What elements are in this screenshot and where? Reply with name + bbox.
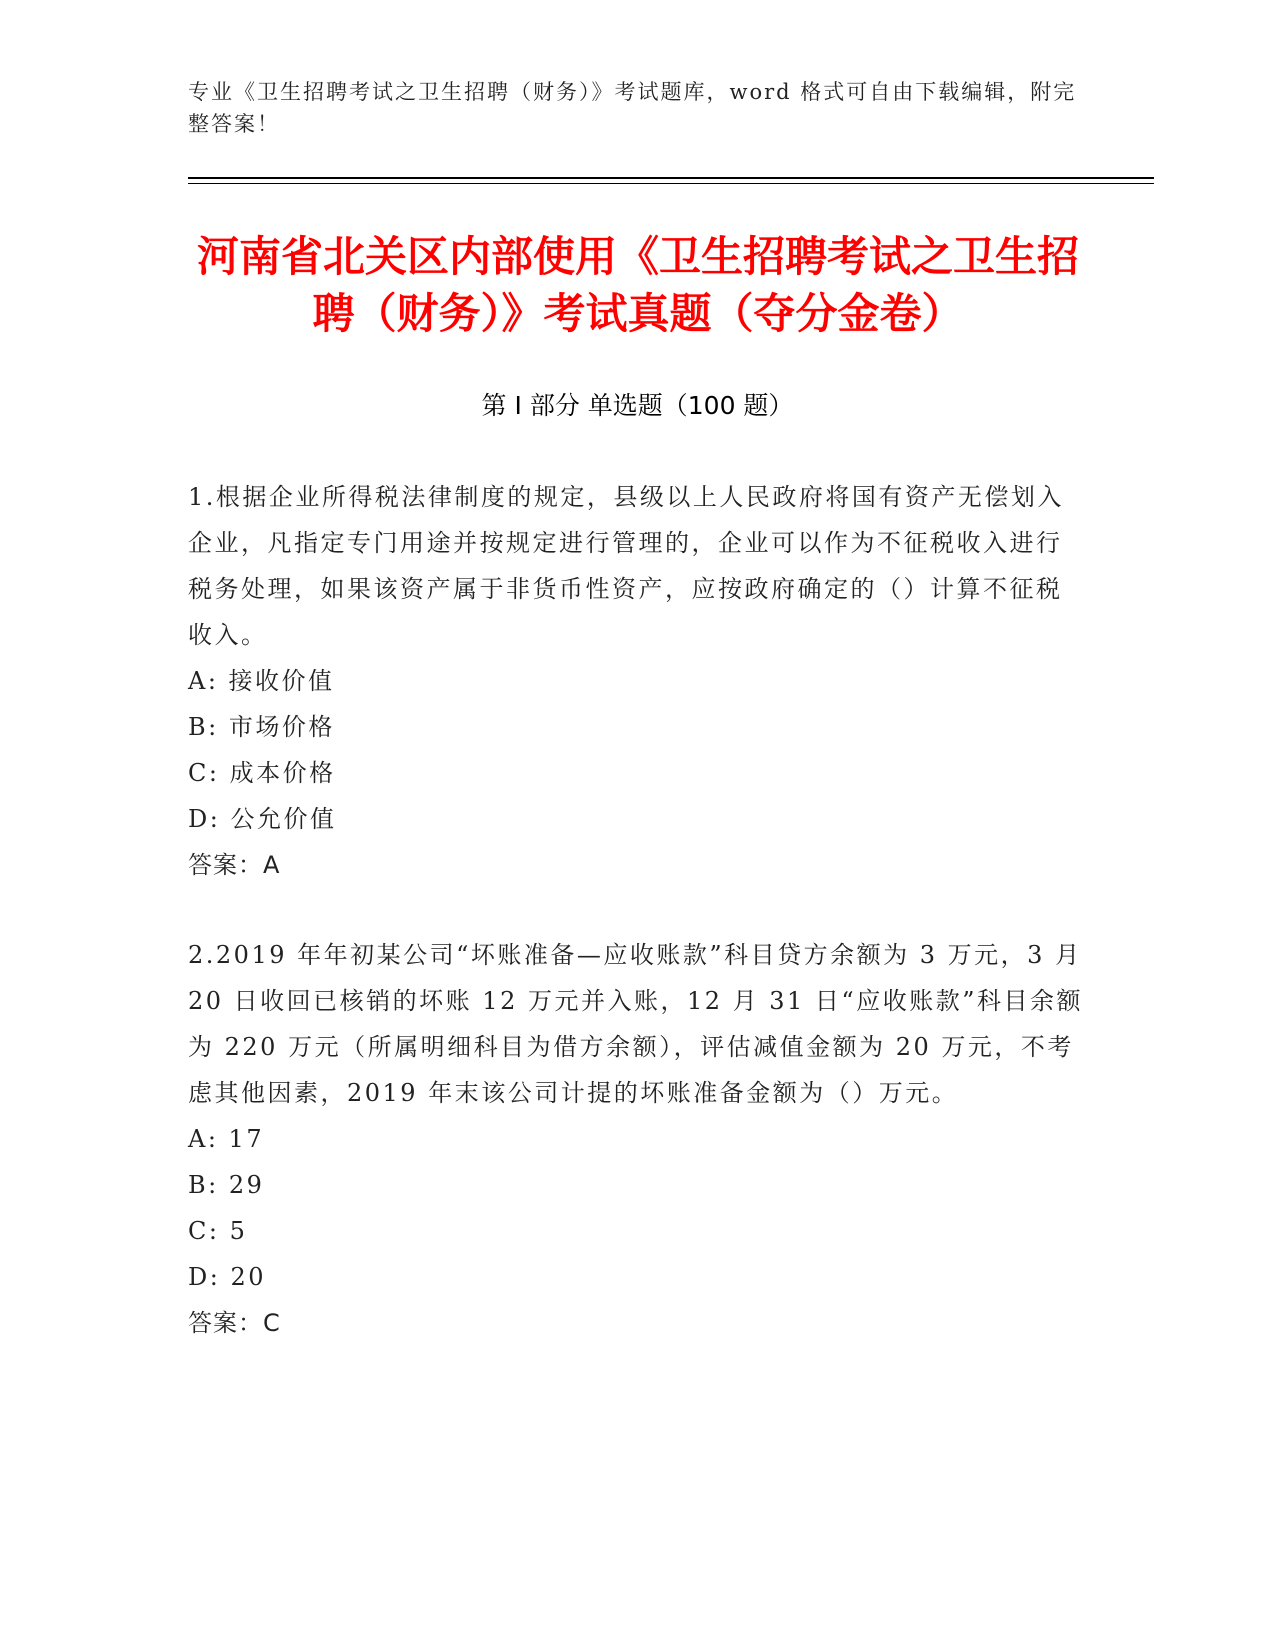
question-stem: 1.根据企业所得税法律制度的规定，县级以上人民政府将国有资产无偿划入企业，凡指定专门用途并按规定进行管理的，企业可以作为不征税收入进行税务处理，如果该资产属于非货币性资产，应按政府确定的（）计算不征税收入。 (188, 483, 1064, 649)
answer-line: 答案：A (188, 851, 281, 879)
header-divider-thick (188, 177, 1154, 179)
option-a: A: 接收价值 (188, 667, 335, 695)
option-c: C: 5 (188, 1217, 248, 1245)
document-title: 河南省北关区内部使用《卫生招聘考试之卫生招聘（财务）》考试真题（夺分金卷） (196, 232, 1079, 338)
option-d: D: 20 (188, 1263, 266, 1291)
document-header-note: 专业《卫生招聘考试之卫生招聘（财务）》考试题库，word 格式可自由下载编辑，附完整答案！ (188, 80, 1077, 136)
answer-line: 答案：C (188, 1309, 281, 1337)
section-heading: 第 I 部分 单选题（100 题） (481, 391, 794, 420)
question-stem: 2.2019 年年初某公司“坏账准备—应收账款”科目贷方余额为 3 万元，3 月 20 日收回已核销的坏账 12 万元并入账，12 月 31 日“应收账款”科目余额为 220 万元（所属明细科目为借方余额），评估减值金额为 20 万元，不考虑其他因素，2019 年末该公司计提的坏账准备金额为（）万元。 (188, 941, 1083, 1107)
option-b: B: 29 (188, 1171, 265, 1199)
question-block (188, 474, 1088, 888)
option-b: B: 市场价格 (188, 713, 335, 741)
header-divider-thin (188, 183, 1154, 184)
option-a: A: 17 (188, 1125, 265, 1153)
option-d: D: 公允价值 (188, 805, 337, 833)
question-block (188, 932, 1088, 1346)
option-c: C: 成本价格 (188, 759, 336, 787)
